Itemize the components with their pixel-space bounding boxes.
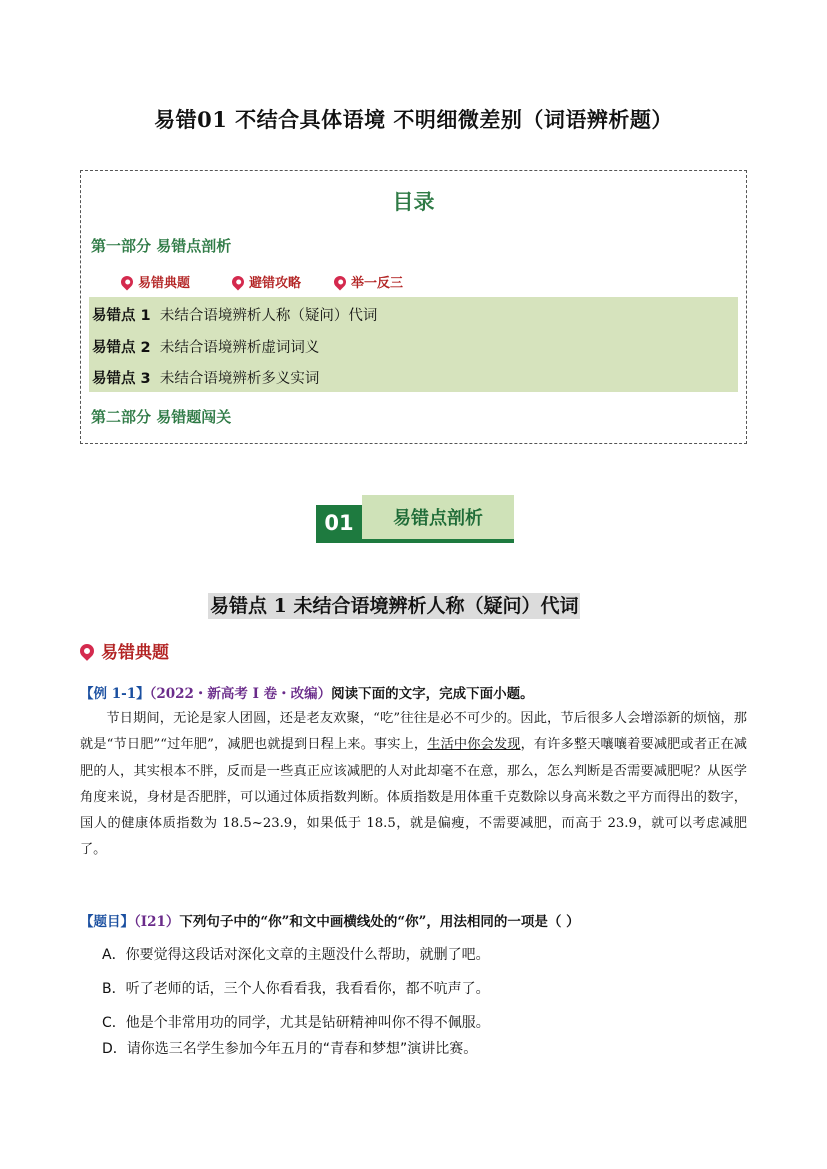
reading-passage: [80, 706, 747, 864]
document-title: 易错01 不结合具体语境 不明细微差别（词语辨析题）: [154, 107, 673, 132]
example-line: [80, 682, 534, 702]
toc-link-label: 避错攻略: [249, 276, 302, 291]
banner-number: 01: [316, 505, 362, 541]
passage-text: ，有许多整天嚷嚷着要减肥或者正在减肥的人，其实根本不胖，反而是一些真正应该减肥的人对此却毫不在意，那么，怎么判断是否需要减肥呢？从医学角度来说，身材是否肥胖，可以通过体质指数判断。体质指数是用体重千克数除以身高米数之平方而得出的数字，国人的健康体质指数为 18.5~23.9，如果低于 18.5，就是偏瘦，不需要减肥，而高于 23.9，就可以考虑减肥了。: [80, 737, 747, 858]
toc-link-label: 举一反三: [351, 276, 404, 291]
example-source: （2022・新高考 I 卷・改编）: [149, 686, 332, 702]
toc-link-classic[interactable]: [121, 272, 190, 291]
banner-underline: [316, 539, 514, 543]
toc-part-1[interactable]: 第一部分 易错点剖析: [91, 237, 232, 255]
option-a[interactable]: A．你要觉得这段话对深化文章的主题没什么帮助，就删了吧。: [102, 947, 490, 963]
location-pin-icon: [332, 273, 349, 290]
toc-link-label: 易错典题: [138, 276, 191, 291]
question-label: 【题目】: [80, 914, 134, 930]
toc-item-text: 未结合语境辨析多义实词: [159, 371, 320, 387]
toc-part-2[interactable]: 第二部分 易错题闯关: [91, 408, 232, 426]
question-text: 下列句子中的“你”和文中画横线处的“你”，用法相同的一项是（ ）: [179, 914, 580, 930]
toc-item[interactable]: [92, 304, 377, 325]
option-c[interactable]: C．他是个非常用功的同学，尤其是钻研精神叫你不得不佩服。: [102, 1015, 490, 1031]
toc-item-label: 易错点 2: [92, 340, 151, 356]
passage-text: 节日期间，无论是家人团圆，还是老友欢聚，“吃”往往是必不可少的。因此，节后很多人会增添新的烦恼，那就是“节日肥”“过年肥”，减肥也就提到日程上来。事实上，: [80, 711, 747, 753]
toc-item-text: 未结合语境辨析虚词词义: [159, 340, 320, 356]
toc-link-practice[interactable]: [334, 272, 403, 291]
banner-label: 易错点剖析: [362, 495, 514, 539]
option-d[interactable]: D．请你选三名学生参加今年五月的“青春和梦想”演讲比赛。: [102, 1041, 478, 1057]
point-heading: 易错点 1 未结合语境辨析人称（疑问）代词: [210, 595, 579, 617]
toc-item-label: 易错点 3: [92, 371, 151, 387]
example-label: 【例 1-1】: [80, 686, 150, 702]
location-pin-icon: [77, 641, 97, 661]
location-pin-icon: [119, 273, 136, 290]
toc-item[interactable]: [92, 367, 319, 388]
location-pin-icon: [230, 273, 247, 290]
toc-item-text: 未结合语境辨析人称（疑问）代词: [159, 308, 378, 324]
question-line: [80, 910, 580, 930]
classic-title-text: 易错典题: [101, 643, 169, 663]
toc-item-label: 易错点 1: [92, 308, 151, 324]
classic-question-title: [80, 638, 169, 663]
toc-item[interactable]: [92, 336, 319, 357]
question-id: （I21）: [134, 914, 180, 930]
example-instruction: 阅读下面的文字，完成下面小题。: [331, 686, 534, 702]
option-b[interactable]: B．听了老师的话，三个人你看看我，我看看你，都不吭声了。: [102, 981, 490, 997]
passage-underlined: 生活中你会发现: [427, 737, 521, 753]
section-banner: [316, 495, 514, 543]
toc-heading: 目录: [392, 190, 435, 214]
toc-link-strategy[interactable]: [232, 272, 301, 291]
